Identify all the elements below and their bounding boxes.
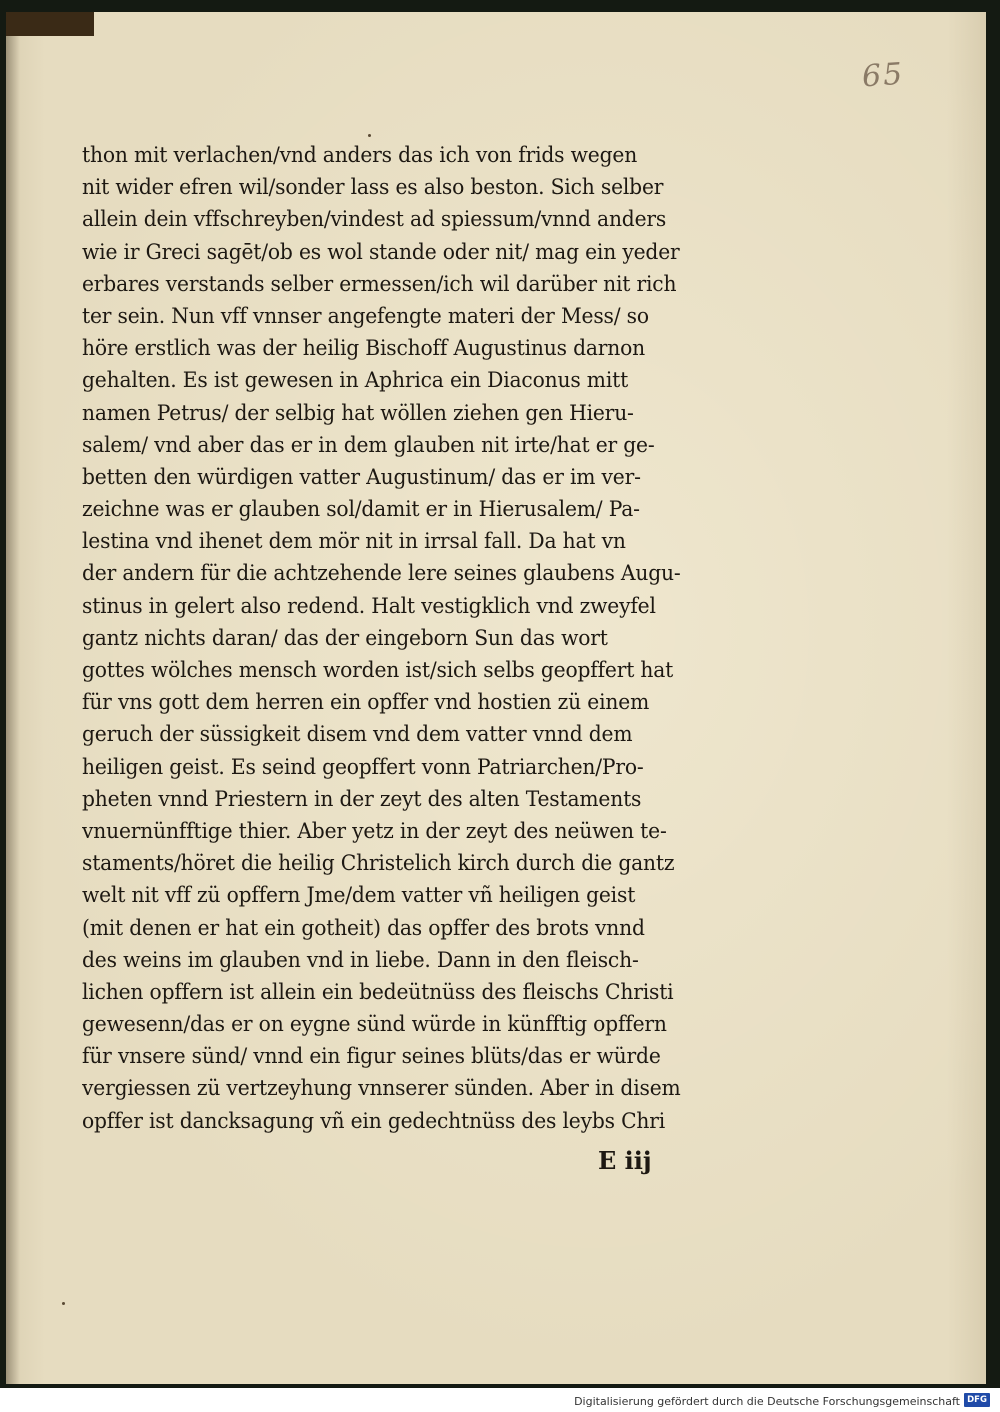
dfg-logo-icon: DFG bbox=[964, 1393, 990, 1407]
text-line: pheten vnnd Priestern in der zeyt des alten Testaments bbox=[82, 786, 642, 812]
text-line: vergiessen zü vertzeyhung vnnserer sünden. Aber in disem bbox=[82, 1076, 681, 1102]
signature-mark: E iij bbox=[598, 1146, 652, 1175]
text-line: gantz nichts daran/ das der eingeborn Sun das wort bbox=[82, 625, 608, 651]
text-line: gehalten. Es ist gewesen in Aphrica ein Diaconus mitt bbox=[82, 368, 629, 394]
paper-speck bbox=[62, 1302, 65, 1305]
text-line: thon mit verlachen/vnd anders das ich von frids wegen bbox=[82, 143, 638, 168]
text-line: lestina vnd ihenet dem mör nit in irrsal fall. Da hat vn bbox=[82, 529, 626, 555]
page-corner-tab bbox=[6, 12, 94, 36]
folio-number: 65 bbox=[860, 56, 906, 95]
text-line: welt nit vff zü opffern Jme/dem vatter vñ heiligen geist bbox=[82, 883, 636, 909]
text-line: betten den würdigen vatter Augustinum/ das er im ver- bbox=[82, 464, 641, 490]
paper-speck bbox=[368, 134, 371, 137]
text-line: staments/höret die heilig Christelich kirch durch die gantz bbox=[82, 851, 675, 877]
page-gutter-shadow bbox=[6, 12, 20, 1384]
text-line: gottes wölches mensch worden ist/sich selbs geopffert hat bbox=[82, 658, 674, 683]
text-line: heiligen geist. Es seind geopffert vonn Patriarchen/Pro- bbox=[82, 754, 644, 780]
text-line: zeichne was er glauben sol/damit er in Hierusalem/ Pa- bbox=[82, 497, 640, 523]
text-line: für vns gott dem herren ein opffer vnd hostien zü einem bbox=[82, 690, 650, 716]
text-line: lichen opffern ist allein ein bedeütnüss des fleischs Christi bbox=[82, 979, 674, 1005]
text-line: der andern für die achtzehende lere seines glaubens Augu- bbox=[82, 561, 681, 587]
funding-credit: Digitalisierung gefördert durch die Deutsche Forschungsgemeinschaft bbox=[574, 1395, 960, 1408]
text-line: für vnsere sünd/ vnnd ein figur seines blüts/das er würde bbox=[82, 1044, 661, 1070]
text-line: namen Petrus/ der selbig hat wöllen ziehen gen Hieru- bbox=[82, 400, 634, 426]
body-text bbox=[82, 140, 782, 1138]
text-line: opffer ist dancksagung vñ ein gedechtnüss des leybs Chri bbox=[82, 1108, 666, 1134]
text-line: wie ir Greci sagēt/ob es wol stande oder nit/ mag ein yeder bbox=[82, 239, 680, 265]
text-line: des weins im glauben vnd in liebe. Dann in den fleisch- bbox=[82, 947, 639, 973]
text-line: ter sein. Nun vff vnnser angefengte materi der Mess/ so bbox=[82, 303, 649, 329]
text-line: erbares verstands selber ermessen/ich wil darüber nit rich bbox=[82, 271, 677, 297]
text-line: salem/ vnd aber das er in dem glauben nit irte/hat er ge- bbox=[82, 432, 655, 458]
text-line: nit wider efren wil/sonder lass es also beston. Sich selber bbox=[82, 175, 664, 201]
text-line: stinus in gelert also redend. Halt vestigklich vnd zweyfel bbox=[82, 593, 656, 619]
text-line: geruch der süssigkeit disem vnd dem vatter vnnd dem bbox=[82, 722, 633, 748]
text-line: höre erstlich was der heilig Bischoff Augustinus darnon bbox=[82, 336, 646, 362]
text-line: allein dein vffschreyben/vindest ad spiessum/vnnd anders bbox=[82, 207, 667, 233]
text-line: (mit denen er hat ein gotheit) das opffer des brots vnnd bbox=[82, 915, 645, 941]
text-line: gewesenn/das er on eygne sünd würde in künfftig opffern bbox=[82, 1012, 667, 1038]
text-line: vnuernünfftige thier. Aber yetz in der zeyt des neüwen te- bbox=[82, 818, 667, 844]
